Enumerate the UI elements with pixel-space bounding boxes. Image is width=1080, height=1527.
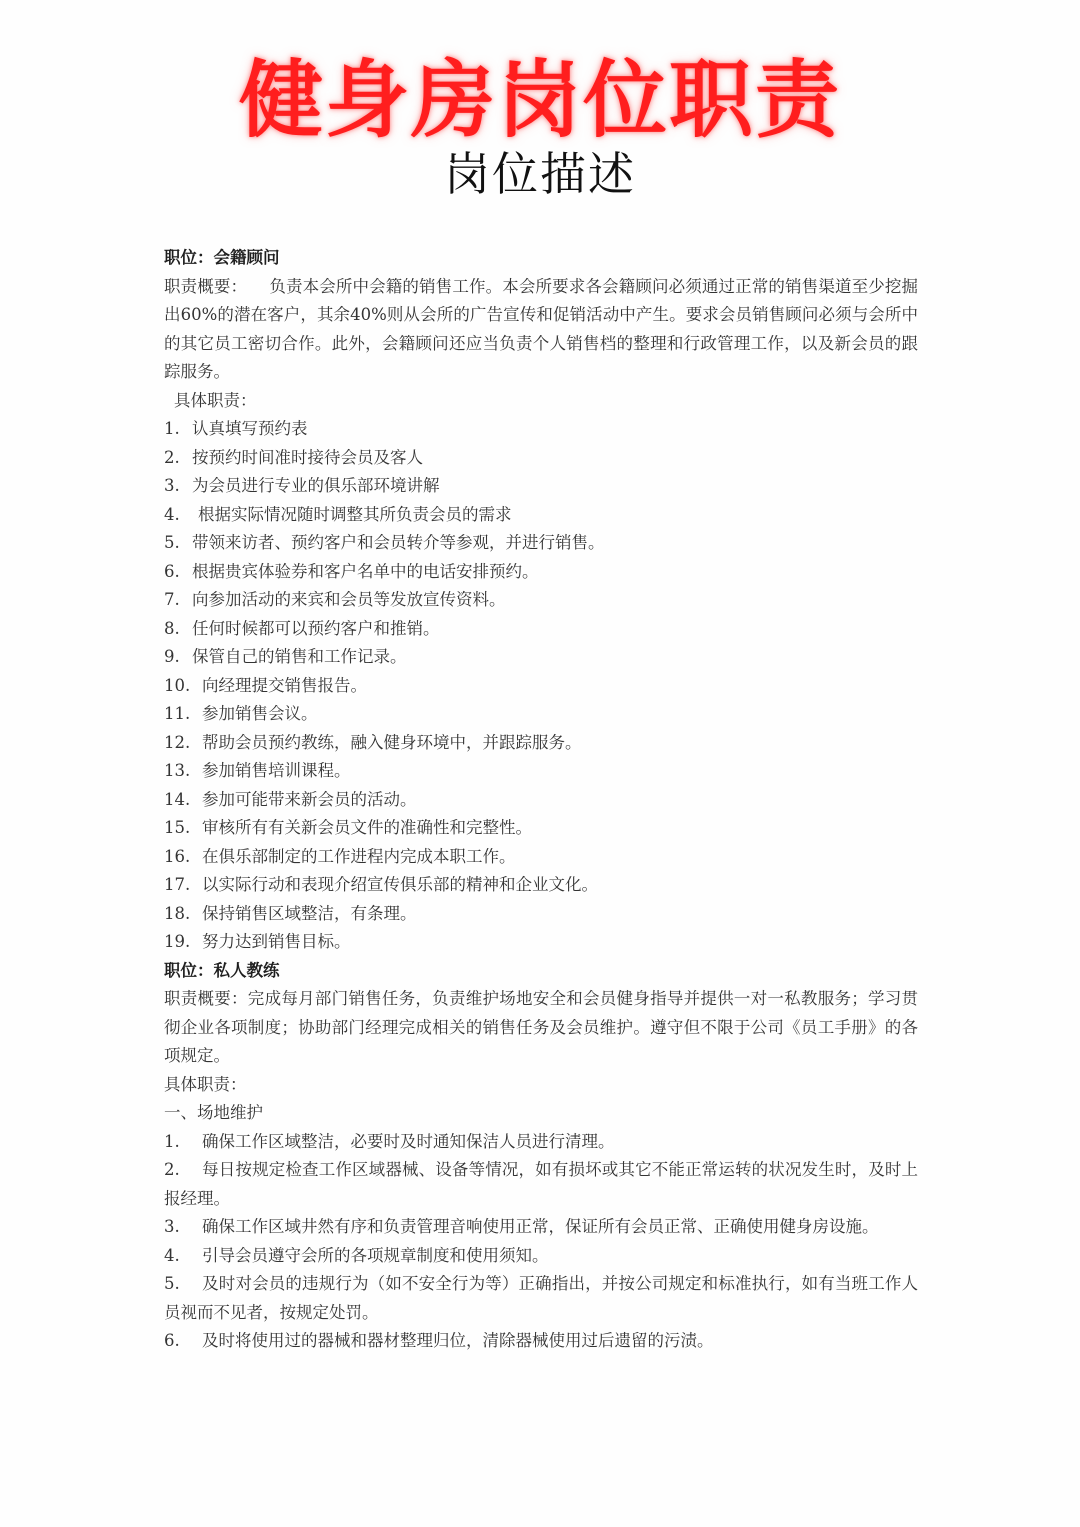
- list-item: [164, 615, 918, 644]
- list-item: [164, 871, 918, 900]
- duties-label: 具体职责：: [164, 1074, 247, 1094]
- list-item-text: 任何时候都可以预约客户和推销。: [192, 618, 440, 638]
- list-item-number: 5.: [164, 533, 180, 552]
- sub-heading-venue-maintenance: 一、场地维护: [164, 1103, 263, 1122]
- duties-list-membership: [164, 415, 918, 957]
- list-item: [164, 1327, 918, 1356]
- list-item-number: 5.: [164, 1274, 180, 1293]
- list-item-text: 以实际行动和表现介绍宣传俱乐部的精神和企业文化。: [202, 875, 598, 894]
- list-item-text: 为会员进行专业的俱乐部环境讲解: [192, 476, 440, 495]
- position-heading-personal-trainer: 职位：私人教练: [164, 960, 280, 980]
- list-item-number: 3.: [164, 1217, 180, 1236]
- list-item-number: 6.: [164, 561, 180, 581]
- list-item-number: 3.: [164, 476, 180, 495]
- list-item: [164, 729, 918, 758]
- list-item-text: 向经理提交销售报告。: [202, 675, 367, 695]
- duties-list-trainer: [164, 1128, 918, 1356]
- list-item: [164, 643, 918, 672]
- list-item-text: 每日按规定检查工作区域器械、设备等情况，如有损坏或其它不能正常运转的状况发生时，及时上报经理。: [164, 1160, 918, 1208]
- list-item-text: 审核所有有关新会员文件的准确性和完整性。: [202, 818, 532, 837]
- document-subtitle: 岗位描述: [444, 147, 636, 201]
- list-item-text: 及时对会员的违规行为（如不安全行为等）正确指出，并按公司规定和标准执行，如有当班工作人员视而不见者，按规定处罚。: [164, 1274, 918, 1322]
- list-item-text: 帮助会员预约教练，融入健身环境中，并跟踪服务。: [202, 732, 582, 752]
- list-item-text: 按预约时间准时接待会员及客人: [192, 447, 423, 467]
- list-item-text: 参加销售会议。: [202, 704, 318, 723]
- list-item-number: 1.: [164, 1131, 180, 1151]
- list-item-text: 确保工作区域井然有序和负责管理音响使用正常，保证所有会员正常、正确使用健身房设施。: [202, 1217, 879, 1236]
- list-item-text: 带领来访者、预约客户和会员转介等参观，并进行销售。: [192, 533, 605, 552]
- list-item: [164, 672, 918, 701]
- list-item-number: 4.: [164, 504, 180, 524]
- list-item-text: 努力达到销售目标。: [202, 932, 351, 951]
- list-item: [164, 558, 918, 587]
- list-item-number: 8.: [164, 618, 180, 638]
- list-item-number: 16.: [164, 846, 191, 866]
- list-item-text: 保管自己的销售和工作记录。: [192, 647, 407, 666]
- list-item-text: 引导会员遵守会所的各项规章制度和使用须知。: [202, 1245, 549, 1265]
- list-item-text: 及时将使用过的器械和器材整理归位，清除器械使用过后遗留的污渍。: [202, 1331, 714, 1350]
- list-item-number: 1.: [164, 419, 180, 438]
- list-item-text: 认真填写预约表: [192, 419, 308, 438]
- document-title: 健身房岗位职责: [238, 51, 841, 149]
- list-item: [164, 415, 918, 444]
- list-item: [164, 700, 918, 729]
- list-item-number: 7.: [164, 590, 180, 609]
- list-item: [164, 1156, 918, 1213]
- position-heading-membership-consultant: 职位：会籍顾问: [164, 248, 280, 267]
- list-item: [164, 1128, 918, 1157]
- list-item-number: 11.: [164, 704, 191, 723]
- list-item: [164, 1213, 918, 1242]
- job-summary-paragraph: 职责概要：完成每月部门销售任务，负责维护场地安全和会员健身指导并提供一对一私教服务；学习贯彻企业各项制度；协助部门经理完成相关的销售任务及会员维护。遵守但不限于公司《员工手册》的各项规定。: [164, 989, 918, 1065]
- list-item: [164, 1270, 918, 1327]
- list-item-text: 向参加活动的来宾和会员等发放宣传资料。: [192, 590, 506, 609]
- list-item: [164, 1242, 918, 1271]
- list-item-text: 参加销售培训课程。: [202, 761, 351, 780]
- list-item: [164, 900, 918, 929]
- job-summary-paragraph: [164, 273, 918, 387]
- list-item-number: 10.: [164, 675, 191, 695]
- job-summary-label: 职责概要：: [164, 276, 248, 296]
- list-item-text: 根据贵宾体验券和客户名单中的电话安排预约。: [192, 561, 539, 581]
- list-item-number: 15.: [164, 818, 191, 837]
- list-item: [164, 928, 918, 957]
- list-item-number: 13.: [164, 761, 191, 780]
- list-item: [164, 843, 918, 872]
- list-item-number: 12.: [164, 732, 191, 752]
- list-item: [164, 757, 918, 786]
- list-item-number: 19.: [164, 932, 191, 951]
- list-item-number: 4.: [164, 1245, 180, 1265]
- list-item-number: 9.: [164, 647, 180, 666]
- list-item-text: 保持销售区域整洁，有条理。: [202, 903, 417, 923]
- list-item: [164, 444, 918, 473]
- list-item: [164, 472, 918, 501]
- duties-label: 具体职责：: [174, 390, 257, 410]
- list-item: [164, 501, 918, 530]
- list-item-number: 14.: [164, 789, 191, 809]
- list-item: [164, 786, 918, 815]
- list-item-text: 根据实际情况随时调整其所负责会员的需求: [198, 504, 512, 524]
- job-summary-text: 负责本会所中会籍的销售工作。本会所要求各会籍顾问必须通过正常的销售渠道至少挖掘出60%的潜在客户，其余40%则从会所的广告宣传和促销活动中产生。要求会员销售顾问必须与会所中的其它员工密切合作。此外，会籍顾问还应当负责个人销售档的整理和行政管理工作，以及新会员的跟踪服务。: [164, 276, 919, 381]
- list-item-number: 6.: [164, 1331, 180, 1350]
- list-item-number: 17.: [164, 875, 191, 894]
- list-item-number: 18.: [164, 903, 191, 923]
- list-item-number: 2.: [164, 447, 180, 467]
- document-body: [164, 244, 918, 1356]
- list-item: [164, 586, 918, 615]
- list-item-text: 确保工作区域整洁，必要时及时通知保洁人员进行清理。: [202, 1131, 615, 1151]
- list-item: [164, 814, 918, 843]
- list-item-number: 2.: [164, 1160, 180, 1179]
- list-item-text: 在俱乐部制定的工作进程内完成本职工作。: [202, 846, 516, 866]
- list-item-text: 参加可能带来新会员的活动。: [202, 789, 417, 809]
- list-item: [164, 529, 918, 558]
